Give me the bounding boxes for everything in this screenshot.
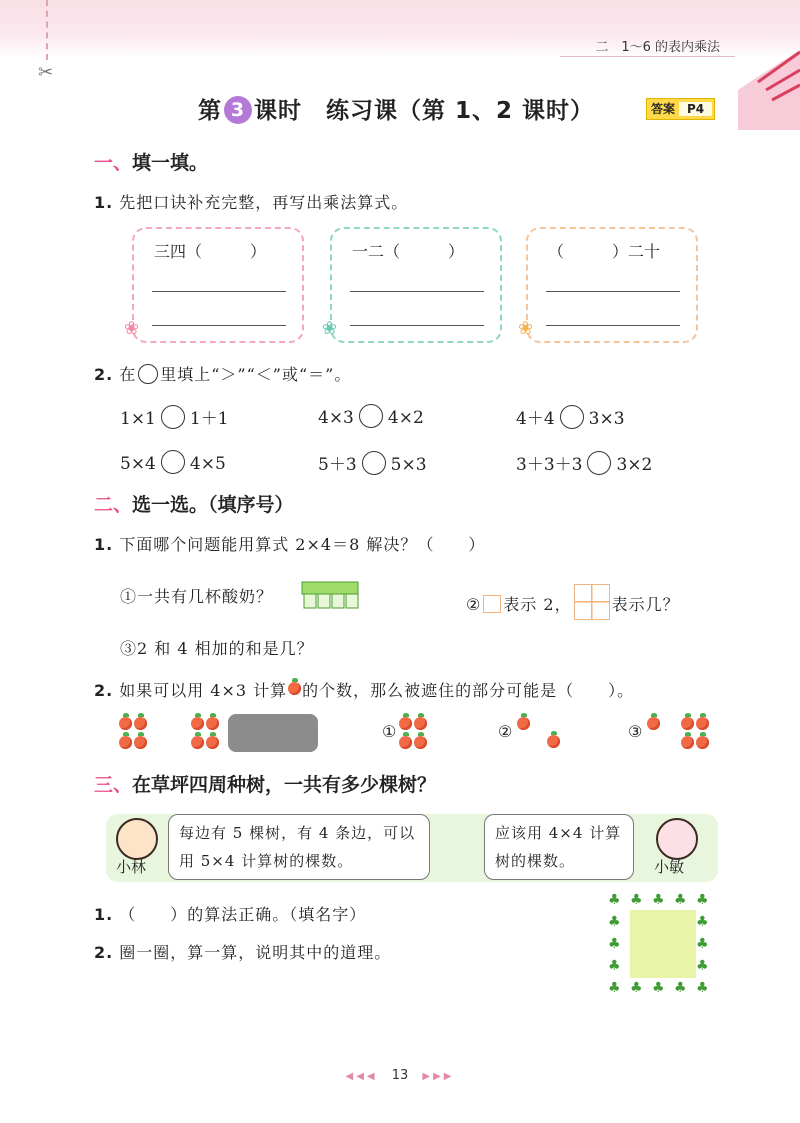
expr-right: 3×3 xyxy=(588,409,625,429)
question-number: 2. xyxy=(94,365,114,384)
fill-card-1 xyxy=(124,227,304,343)
tree-icon: ♣ xyxy=(630,892,643,908)
question-text: 里填上“＞”“＜”或“＝”。 xyxy=(160,365,352,384)
circle-icon xyxy=(138,364,158,384)
answer-circle[interactable] xyxy=(161,405,185,429)
pagoda-decoration-icon xyxy=(738,30,800,130)
tree-icon: ♣ xyxy=(608,936,621,952)
section-number: 一、 xyxy=(94,152,133,174)
card-stem: （ ）二十 xyxy=(548,242,661,261)
section-title: 选一选。（填序号） xyxy=(132,494,294,516)
answer-line[interactable] xyxy=(546,325,680,326)
option-circle-3[interactable] xyxy=(628,722,643,741)
flower-icon: ❀ xyxy=(124,318,140,339)
question-text: 如果可以用 4×3 计算 xyxy=(119,681,288,700)
comparison-item xyxy=(318,404,424,428)
comparison-item xyxy=(120,404,229,429)
speech-bubble: 每边有 5 棵树，有 4 条边，可以用 5×4 计算树的棵数。 xyxy=(168,814,430,880)
avatar-xiaomin xyxy=(656,818,698,860)
question-3-1 xyxy=(94,902,366,925)
comparison-item xyxy=(516,404,625,429)
question-1-1 xyxy=(94,190,408,213)
fill-card-2 xyxy=(322,227,502,343)
question-1-2 xyxy=(94,362,351,385)
page-number: 13 xyxy=(391,1068,409,1083)
peach-icon xyxy=(288,682,301,695)
comparison-item xyxy=(120,450,226,474)
section-number: 二、 xyxy=(94,494,133,516)
answer-circle[interactable] xyxy=(560,405,584,429)
lesson-title xyxy=(198,92,594,125)
fill-card-3 xyxy=(518,227,698,343)
question-text: （ ）的算法正确。（填名字） xyxy=(119,905,367,924)
comparison-item xyxy=(318,450,427,475)
expr-right: 5×3 xyxy=(390,455,427,475)
option-text: ② xyxy=(466,595,482,614)
question-number: 2. xyxy=(94,681,114,700)
tree-icon: ♣ xyxy=(696,914,709,930)
card-stem: 三四（ ） xyxy=(154,242,267,261)
tree-icon: ♣ xyxy=(696,936,709,952)
lesson-prefix: 第 xyxy=(198,98,222,124)
yogurt-cups-icon xyxy=(300,580,360,612)
question-number: 1. xyxy=(94,193,114,212)
section-heading-1 xyxy=(94,148,208,175)
answer-line[interactable] xyxy=(152,325,286,326)
right-arrows-icon: ▶▶▶ xyxy=(422,1071,455,1082)
chapter-title: 二 1～6 的表内乘法 xyxy=(595,40,720,55)
answer-line[interactable] xyxy=(546,291,680,292)
section-title: 在草坪四周种树，一共有多少棵树？ xyxy=(132,774,437,796)
option-label: ② xyxy=(498,722,514,741)
question-number: 1. xyxy=(94,905,114,924)
section-heading-3 xyxy=(94,770,436,797)
tree-icon: ♣ xyxy=(652,892,665,908)
expr-right: 3×2 xyxy=(616,455,653,475)
expr-right: 4×5 xyxy=(189,454,226,474)
tree-icon: ♣ xyxy=(652,980,665,996)
tree-icon: ♣ xyxy=(608,958,621,974)
question-3-2 xyxy=(94,940,391,963)
expr-left: 5＋3 xyxy=(318,455,357,475)
option-3 xyxy=(120,636,314,659)
peach-group xyxy=(118,716,152,754)
peach-group xyxy=(680,716,714,754)
chapter-underline xyxy=(560,56,735,57)
expr-right: 1＋1 xyxy=(189,409,229,429)
option-circle-2[interactable] xyxy=(498,722,513,741)
option-label: ③ xyxy=(628,722,644,741)
option-text: ③2 和 4 相加的和是几？ xyxy=(120,639,314,658)
flower-icon: ❀ xyxy=(322,318,338,339)
option-text: 表示 2， xyxy=(503,595,572,614)
page-footer xyxy=(0,1068,800,1083)
question-number: 1. xyxy=(94,535,114,554)
covered-area xyxy=(228,714,318,752)
grid-square-icon xyxy=(574,584,610,620)
tree-icon: ♣ xyxy=(696,980,709,996)
expr-left: 4×3 xyxy=(318,408,354,428)
question-text: 在 xyxy=(119,365,137,384)
scissors-icon: ✂ xyxy=(38,62,54,83)
tree-icon: ♣ xyxy=(608,980,621,996)
section-title: 填一填。 xyxy=(132,152,209,174)
speaker-name: 小林 xyxy=(116,858,147,876)
question-text: 圈一圈，算一算，说明其中的道理。 xyxy=(119,943,392,962)
answer-label: 答案 xyxy=(651,102,676,116)
peach-group xyxy=(516,716,534,735)
speech-bubble: 应该用 4×4 计算树的棵数。 xyxy=(484,814,634,880)
question-2-2 xyxy=(94,678,634,701)
peach-group xyxy=(646,716,664,735)
answer-circle[interactable] xyxy=(359,404,383,428)
expr-left: 5×4 xyxy=(120,454,156,474)
answer-line[interactable] xyxy=(350,325,484,326)
tree-icon: ♣ xyxy=(674,980,687,996)
peach-group xyxy=(398,716,432,754)
lesson-number-badge: 3 xyxy=(224,96,252,124)
tear-line xyxy=(46,0,48,60)
section-heading-2 xyxy=(94,490,294,517)
option-circle-1[interactable] xyxy=(382,722,397,741)
speaker-name: 小敏 xyxy=(654,858,685,876)
lesson-suffix: 课时 练习课（第 1、2 课时） xyxy=(254,98,595,124)
answer-circle[interactable] xyxy=(161,450,185,474)
tree-icon: ♣ xyxy=(630,980,643,996)
tree-icon: ♣ xyxy=(696,958,709,974)
option-label: ① xyxy=(382,722,398,741)
expr-left: 4＋4 xyxy=(516,409,555,429)
comparison-item xyxy=(516,450,652,475)
question-number: 2. xyxy=(94,943,114,962)
question-text: 的个数，那么被遮住的部分可能是（ ）。 xyxy=(302,681,635,700)
tree-icon: ♣ xyxy=(696,892,709,908)
avatar-xiaolin xyxy=(116,818,158,860)
answer-line[interactable] xyxy=(152,291,286,292)
question-2-1 xyxy=(94,532,485,555)
option-text: ①一共有几杯酸奶？ xyxy=(120,587,274,606)
question-text: 先把口诀补充完整，再写出乘法算式。 xyxy=(119,193,409,212)
answer-badge[interactable] xyxy=(646,98,715,120)
option-2 xyxy=(466,584,680,620)
question-text: 下面哪个问题能用算式 2×4＝8 解决？（ ） xyxy=(119,535,486,554)
answer-line[interactable] xyxy=(350,291,484,292)
card-stem: 一二（ ） xyxy=(352,242,465,261)
peach-group xyxy=(546,734,564,753)
option-text: 表示几？ xyxy=(611,595,680,614)
lawn-area xyxy=(630,910,696,978)
answer-circle[interactable] xyxy=(587,451,611,475)
expr-left: 1×1 xyxy=(120,409,156,429)
tree-icon: ♣ xyxy=(674,892,687,908)
square-icon xyxy=(483,595,501,613)
expr-left: 3＋3＋3 xyxy=(516,455,583,475)
tree-icon: ♣ xyxy=(608,892,621,908)
peach-group xyxy=(190,716,224,754)
flower-icon: ❀ xyxy=(518,318,534,339)
answer-page: P4 xyxy=(679,102,712,116)
option-1 xyxy=(120,584,273,607)
answer-circle[interactable] xyxy=(362,451,386,475)
tree-icon: ♣ xyxy=(608,914,621,930)
expr-right: 4×2 xyxy=(387,408,424,428)
section-number: 三、 xyxy=(94,774,133,796)
left-arrows-icon: ◀◀◀ xyxy=(345,1071,378,1082)
